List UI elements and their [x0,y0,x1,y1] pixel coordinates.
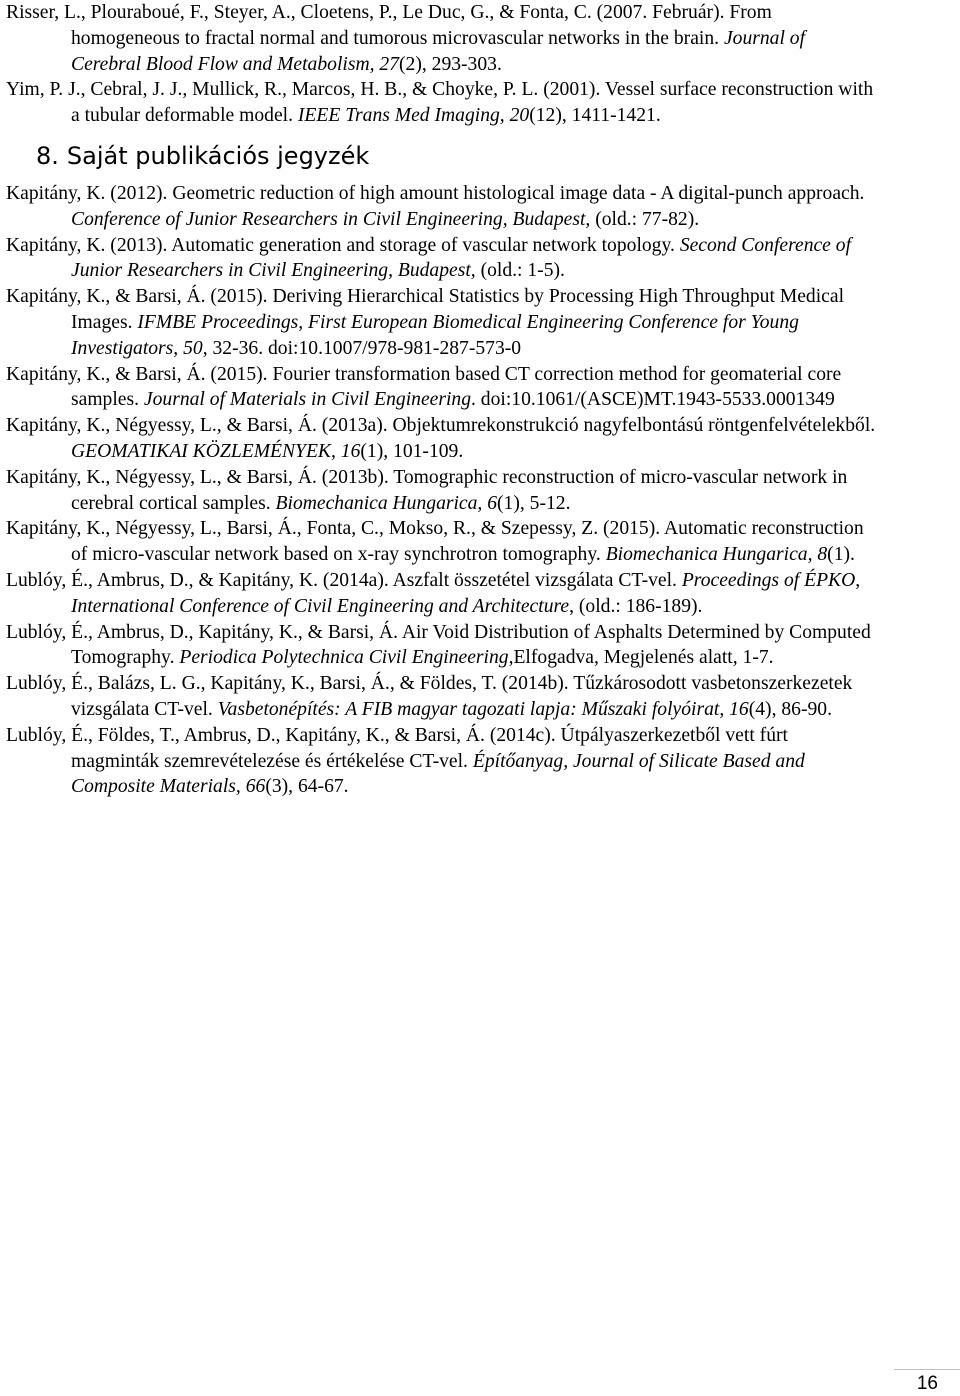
section-title: Saját publikációs jegyzék [66,141,370,170]
publication-entry: Kapitány, K. (2012). Geometric reduction of high amount histological image data - A digital-punch approach. Conference of Junior Researchers in Civil Engineering, Budapest, (old.: 77-82). [6,182,865,230]
publication-entry: Kapitány, K., Négyessy, L., & Barsi, Á. (2013b). Tomographic reconstruction of micro-vascular network in cerebral cortical samples. Biomechanica Hungarica, 6(1), 5-12. [6,466,848,514]
publication-entry: Kapitány, K., Négyessy, L., Barsi, Á., Fonta, C., Mokso, R., & Szepessy, Z. (2015). Automatic reconstruction of micro-vascular network based on x-ray synchrotron tomography. Biomechanica Hungarica, 8(1). [6,518,864,566]
publication-entry: Kapitány, K., & Barsi, Á. (2015). Deriving Hierarchical Statistics by Processing High Throughput Medical Images. IFMBE Proceedings, First European Biomedical Engineering Conference for Young Investigators, 50, 32-36. doi:10.1007/978-981-287-573-0 [6,286,845,359]
publication-entry: Lublóy, É., Földes, T., Ambrus, D., Kapitány, K., & Barsi, Á. (2014c). Útpályaszerkezetből vett fúrt magminták szemrevételezése és értékelése CT-vel. Építőanyag, Journal of Silicate Based and Composite Materials, 66(3), 64-67. [6,724,805,798]
reference-entry: Risser, L., Plouraboué, F., Steyer, A., Cloetens, P., Le Duc, G., & Fonta, C. (2007. Február). From homogeneous to fractal normal and tumorous microvascular networks in the brain. Journal of Cerebral Blood Flow and Metabolism, 27(2), 293-303. [6,2,806,75]
publication-entry: Kapitány, K. (2013). Automatic generation and storage of vascular network topology. Second Conference of Junior Researchers in Civil Engineering, Budapest, (old.: 1-5). [6,234,852,282]
section-heading [36,141,876,171]
reference-list [6,0,876,800]
page-number-footer [894,1369,960,1396]
publication-entry: Lublóy, É., Balázs, L. G., Kapitány, K., Barsi, Á., & Földes, T. (2014b). Tűzkárosodott vasbetonszerkezetek vizsgálata CT-vel. Vasbetonépítés: A FIB magyar tagozati lapja: Műszaki folyóirat, 16(4), 86-90. [6,673,853,720]
page-number: 16 [916,1373,938,1394]
publication-entry: Lublóy, É., Ambrus, D., & Kapitány, K. (2014a). Aszfalt összetétel vizsgálata CT-vel. Proceedings of ÉPKO, International Conference of Civil Engineering and Architecture, (old.: 186-189). [6,569,861,617]
publication-entry: Kapitány, K., Négyessy, L., & Barsi, Á. (2013a). Objektumrekonstrukció nagyfelbontású röntgenfelvételekből. GEOMATIKAI KÖZLEMÉNYEK, 16(1), 101-109. [6,415,876,462]
publication-entry: Kapitány, K., & Barsi, Á. (2015). Fourier transformation based CT correction method for geomaterial core samples. Journal of Materials in Civil Engineering. doi:10.1061/(ASCE)MT.1943-5533.0001349 [6,363,842,411]
section-number: 8. [36,141,59,170]
reference-entry: Yim, P. J., Cebral, J. J., Mullick, R., Marcos, H. B., & Choyke, P. L. (2001). Vessel surface reconstruction with a tubular deformable model. IEEE Trans Med Imaging, 20(12), 1411-1421. [6,79,874,127]
publication-entry: Lublóy, É., Ambrus, D., Kapitány, K., & Barsi, Á. Air Void Distribution of Asphalts Determined by Computed Tomography. Periodica Polytechnica Civil Engineering,Elfogadva, Megjelenés alatt, 1-7. [6,621,871,669]
